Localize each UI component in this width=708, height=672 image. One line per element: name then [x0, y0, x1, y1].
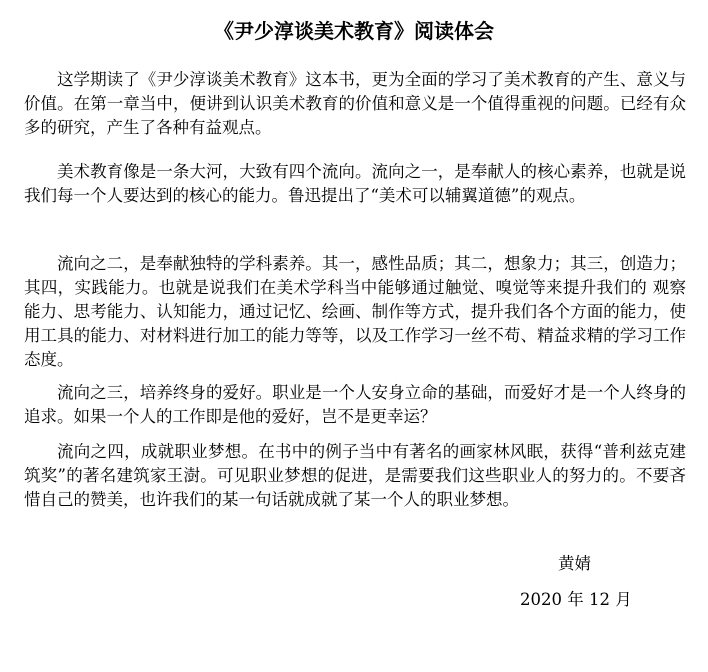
paragraph-stream-two: 流向之二，是奉献独特的学科素养。其一，感性品质；其二，想象力；其三，创造力；其四，实践能力。也就是说我们在美术学科当中能够通过触觉、嗅觉等来提升我们的 观察能力、思考能力、认知能力，通过记忆、绘画、制作等方式，提升我们各个方面的能力，使用工具的能力、对材料进行加工的能力等等，以及工作学习一丝不苟、精益求精的学习工作态度。 [24, 254, 686, 369]
author-signature: 黄婧 [558, 554, 591, 573]
document-date: 2020 年 12 月 [520, 590, 632, 609]
paragraph-intro: 这学期读了《尹少淳谈美术教育》这本书，更为全面的学习了美术教育的产生、意义与价值。在第一章当中，便讲到认识美术教育的价值和意义是一个值得重视的问题。已经有众多的研究，产生了各种有益观点。 [24, 70, 686, 137]
document-title: 《尹少淳谈美术教育》阅读体会 [214, 19, 494, 43]
paragraph-stream-one: 美术教育像是一条大河，大致有四个流向。流向之一，是奉献人的核心素养，也就是说我们每一个人要达到的核心的能力。鲁迅提出了“美术可以辅翼道德”的观点。 [24, 162, 686, 205]
paragraph-stream-three: 流向之三，培养终身的爱好。职业是一个人安身立命的基础，而爱好才是一个人终身的追求。如果一个人的工作即是他的爱好，岂不是更幸运？ [24, 383, 686, 426]
paragraph-stream-four: 流向之四，成就职业梦想。在书中的例子当中有著名的画家林风眠，获得“普利兹克建筑奖”的著名建筑家王澍。可见职业梦想的促进，是需要我们这些职业人的努力的。不要吝惜自己的赞美，也许我们的某一句话就成就了某一个人的职业梦想。 [24, 442, 686, 509]
